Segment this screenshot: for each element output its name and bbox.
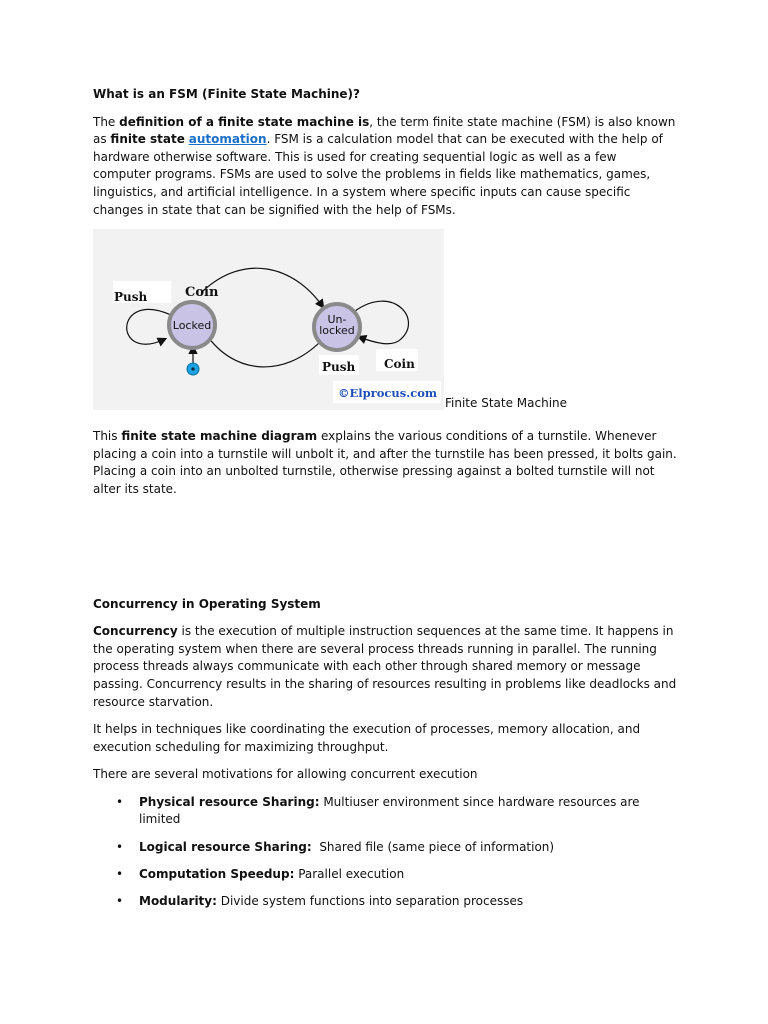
techniques-paragraph: It helps in techniques like coordinating the execution of processes, memory allocation, and execution scheduling for maximizing throughput.: [93, 722, 641, 754]
motivations-paragraph: There are several motivations for allowing concurrent execution: [93, 767, 478, 782]
text-run: , the term finite state machine (FSM) is also known as: [93, 114, 676, 147]
fsm-diagram-svg: [93, 229, 444, 410]
list-item: [116, 839, 678, 857]
transition-coin-arrow: [203, 268, 323, 307]
fsm-heading: What is an FSM (Finite State Machine)?: [93, 87, 360, 101]
bullet-icon: •: [116, 794, 124, 809]
concurrency-paragraph: [93, 623, 678, 711]
bullet-icon: •: [116, 866, 124, 881]
fsm-diagram-image: [93, 229, 444, 410]
list-item: [116, 794, 678, 829]
figure-row: [93, 229, 678, 410]
bullet-label: Computation Speedup:: [139, 866, 295, 881]
label-coin-top: Coin: [185, 285, 219, 301]
fsm-diagram-paragraph: [93, 428, 678, 498]
transition-push-arrow: [206, 334, 321, 367]
automation-link[interactable]: automation: [188, 132, 267, 147]
list-item: [116, 866, 678, 884]
bullet-icon: •: [116, 894, 124, 909]
text-run: . FSM is a calculation model that can be executed with the help of hardware otherwise software. This is used for creating sequential logic as well as a few computer programs. FSMs are used to solve the problems in fields like mathematics, games, linguistics, and artificial intelligence. In a system where specific inputs can cause specific changes in state that can be signified with the help of FSMs.: [93, 132, 663, 217]
fsm-definition-paragraph: [93, 114, 678, 220]
self-loop-coin-arrow: [355, 301, 408, 344]
motivations-list: [93, 794, 678, 911]
bold-run: definition of a finite state machine is: [119, 114, 370, 129]
watermark-text: ©Elprocus.com: [338, 386, 438, 401]
document-body: [93, 86, 678, 920]
bullet-label: Modularity:: [139, 894, 217, 909]
label-coin-right: Coin: [384, 357, 415, 372]
bullet-text: Parallel execution: [294, 866, 405, 881]
bullet-text: Multiuser environment since hardware resources are limited: [139, 794, 640, 827]
text-run: This: [93, 429, 122, 444]
label-push-left: Push: [114, 290, 148, 305]
bullet-text: Divide system functions into separation processes: [216, 894, 524, 909]
start-dot-center: [191, 368, 194, 371]
text-run: The: [93, 114, 120, 129]
list-item: [116, 893, 678, 911]
figure-caption: Finite State Machine: [445, 395, 568, 410]
state-unlocked-label-2: locked: [319, 324, 355, 338]
bullet-label: Logical resource Sharing:: [139, 839, 312, 854]
self-loop-push-arrow: [127, 310, 171, 345]
bullet-text: Shared file (same piece of information): [311, 839, 555, 854]
bold-run: finite state machine diagram: [121, 429, 318, 444]
text-run: explains the various conditions of a turnstile. Whenever placing a coin into a turnstile will unbolt it, and after the turnstile has been pressed, it bolts gain. Placing a coin into an unbolted turnstile, otherwise pressing against a bolted turnstile will not alter its state.: [93, 429, 677, 496]
bold-run: finite state: [110, 132, 185, 147]
bold-run: Concurrency: [93, 624, 178, 639]
text-run: is the execution of multiple instruction sequences at the same time. It happens in the operating system when there are several process threads running in parallel. The running process threads always communicate with each other through shared memory or message passing. Concurrency results in the sharing of resources resulting in problems like deadlocks and resource starvation.: [93, 624, 677, 709]
label-push-bottom: Push: [322, 360, 356, 375]
bullet-icon: •: [116, 839, 124, 854]
state-unlocked-label-1: Un-: [327, 313, 347, 327]
spacer: [93, 509, 678, 596]
bullet-label: Physical resource Sharing:: [139, 794, 320, 809]
state-locked-label: Locked: [172, 319, 212, 333]
concurrency-heading: Concurrency in Operating System: [93, 596, 321, 611]
